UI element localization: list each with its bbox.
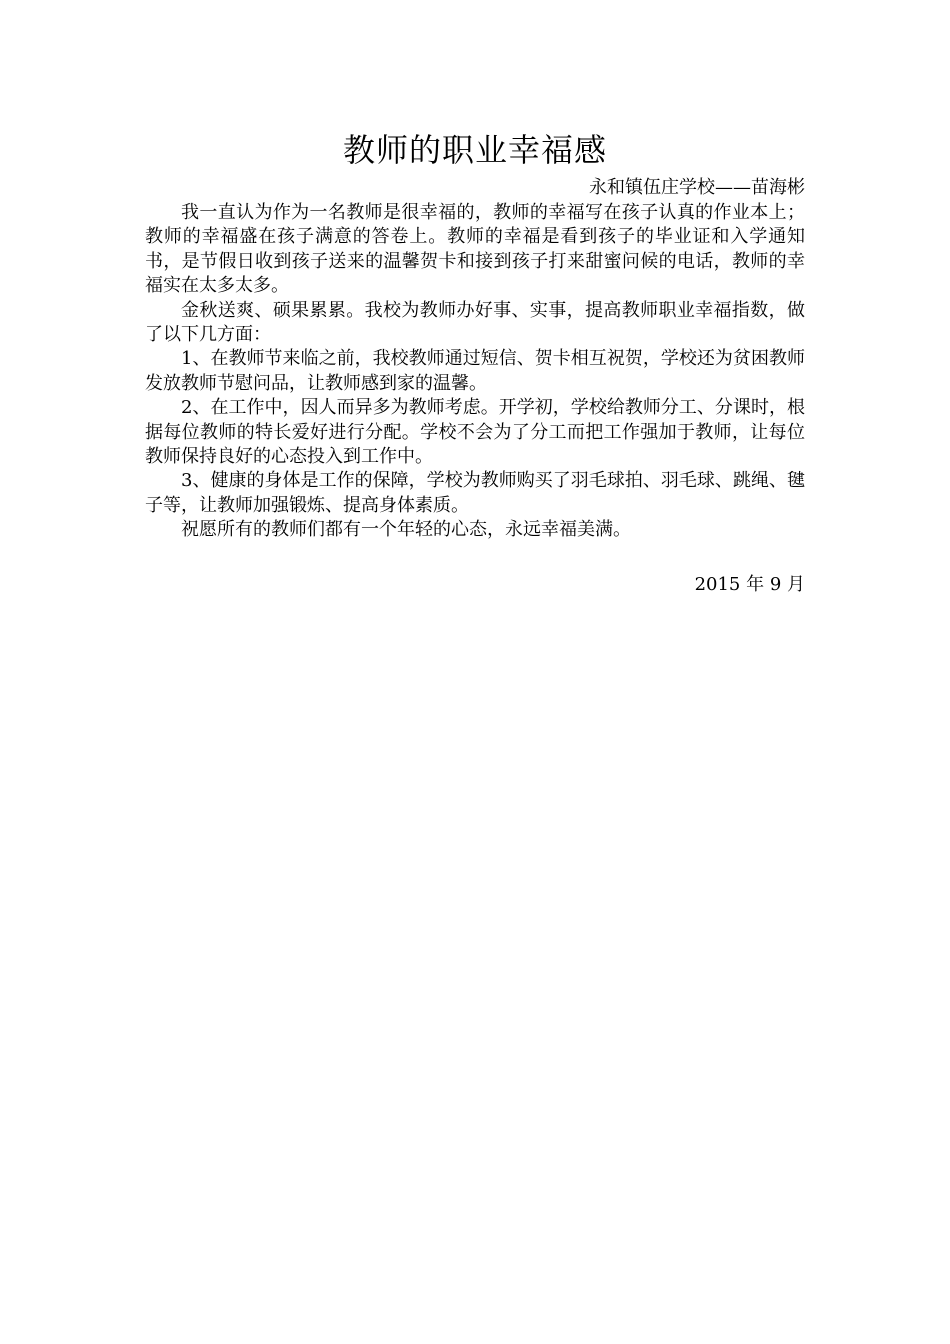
paragraph-point-3: 3、健康的身体是工作的保障，学校为教师购买了羽毛球拍、羽毛球、跳绳、毽子等，让教师加强锻炼、提高身体素质。 [145, 470, 805, 516]
author-byline: 永和镇伍庄学校——苗海彬 [589, 177, 805, 198]
paragraph-closing: 祝愿所有的教师们都有一个年轻的心态，永远幸福美满。 [181, 519, 631, 541]
paragraph-point-1: 1、在教师节来临之前，我校教师通过短信、贺卡相互祝贺，学校还为贫困教师发放教师节慰问品，让教师感到家的温馨。 [145, 348, 805, 394]
paragraph-intro: 我一直认为作为一名教师是很幸福的，教师的幸福写在孩子认真的作业本上；教师的幸福盛在孩子满意的答卷上。教师的幸福是看到孩子的毕业证和入学通知书，是节假日收到孩子送来的温馨贺卡和接到孩子打来甜蜜问候的电话，教师的幸福实在太多太多。 [145, 202, 805, 297]
document-title: 教师的职业幸福感 [342, 131, 607, 169]
paragraph-point-2: 2、在工作中，因人而异多为教师考虑。开学初，学校给教师分工、分课时，根据每位教师的特长爱好进行分配。学校不会为了分工而把工作强加于教师，让每位教师保持良好的心态投入到工作中。 [145, 397, 805, 468]
document-body [145, 201, 805, 543]
document-date: 2015 年 9 月 [694, 574, 805, 595]
paragraph-overview: 金秋送爽、硕果累累。我校为教师办好事、实事，提高教师职业幸福指数，做了以下几方面： [145, 299, 805, 346]
